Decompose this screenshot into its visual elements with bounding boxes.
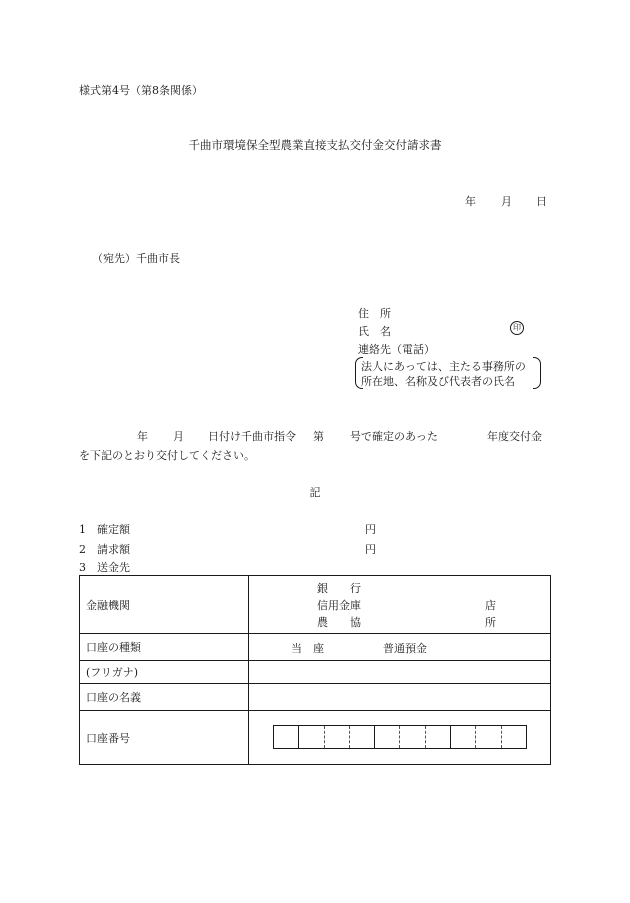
body-dated: 日付け千曲市指令 <box>208 430 296 443</box>
furigana-field[interactable] <box>249 661 551 684</box>
date-month: 月 <box>501 195 512 208</box>
row-account-type <box>80 634 551 661</box>
body-no-prefix: 第 <box>313 430 324 443</box>
inst-nokyo: 農 協 <box>317 616 361 629</box>
digit-box[interactable] <box>475 726 500 748</box>
row-account-number <box>80 711 551 765</box>
holder-field[interactable] <box>249 684 551 711</box>
institution-field[interactable] <box>249 576 551 634</box>
account-type-field[interactable] <box>249 634 551 661</box>
digit-box[interactable] <box>324 726 349 748</box>
date-year: 年 <box>465 195 476 208</box>
item-label: 請求額 <box>97 543 130 556</box>
body-month: 月 <box>173 430 184 443</box>
digit-box[interactable] <box>274 726 298 748</box>
row-institution <box>80 576 551 634</box>
addressee: （宛先）千曲市長 <box>92 252 180 265</box>
digit-box[interactable] <box>425 726 450 748</box>
digit-box[interactable] <box>374 726 399 748</box>
holder-label: 口座の名義 <box>80 684 249 711</box>
item-remittance <box>79 559 130 575</box>
body-year: 年 <box>137 430 148 443</box>
account-number-label: 口座番号 <box>80 711 249 765</box>
furigana-label: (フリガナ) <box>80 661 249 684</box>
bracket-right <box>533 357 541 389</box>
item-number: 3 <box>79 561 86 574</box>
digit-box[interactable] <box>501 726 526 748</box>
item-unit: 円 <box>365 523 376 536</box>
branch-ten: 店 <box>485 599 496 612</box>
contact-label: 連絡先（電話） <box>358 343 435 356</box>
item-unit: 円 <box>365 543 376 556</box>
inst-bank: 銀 行 <box>317 582 361 595</box>
ki-heading: 記 <box>309 486 321 499</box>
institution-label: 金融機関 <box>80 576 249 634</box>
digit-box[interactable] <box>298 726 323 748</box>
form-number: 様式第4号（第8条関係） <box>79 84 203 97</box>
body-fiscal: 年度交付金 <box>487 430 542 443</box>
digit-box[interactable] <box>349 726 374 748</box>
body-no-suffix: 号で確定のあった <box>350 430 438 443</box>
item-number: 2 <box>79 543 86 556</box>
corporation-note <box>355 357 541 387</box>
address-label: 住 所 <box>358 307 391 320</box>
item-label: 送金先 <box>97 561 130 574</box>
item-number: 1 <box>79 523 86 536</box>
type-toza[interactable]: 当 座 <box>291 642 324 655</box>
document-title: 千曲市環境保全型農業直接支払交付金交付請求書 <box>188 138 442 152</box>
inst-shinkin: 信用金庫 <box>317 599 361 612</box>
account-type-label: 口座の種類 <box>80 634 249 661</box>
item-requested-amount <box>79 541 130 557</box>
name-label: 氏 名 <box>358 325 391 338</box>
type-futsu[interactable]: 普通預金 <box>383 642 427 655</box>
row-holder <box>80 684 551 711</box>
date-day: 日 <box>536 195 547 208</box>
branch-sho: 所 <box>485 616 496 629</box>
account-number-boxes <box>273 725 527 749</box>
account-number-field[interactable] <box>249 711 551 765</box>
body-line2: を下記のとおり交付してください。 <box>79 449 255 462</box>
corporation-note-line1: 法人にあっては、主たる事務所の <box>361 360 526 373</box>
item-confirmed-amount <box>79 521 130 537</box>
seal-mark: 印 <box>510 321 524 335</box>
digit-box[interactable] <box>450 726 475 748</box>
bank-table <box>79 575 551 765</box>
item-label: 確定額 <box>97 523 130 536</box>
row-furigana <box>80 661 551 684</box>
digit-box[interactable] <box>399 726 424 748</box>
corporation-note-line2: 所在地、名称及び代表者の氏名 <box>361 375 515 388</box>
